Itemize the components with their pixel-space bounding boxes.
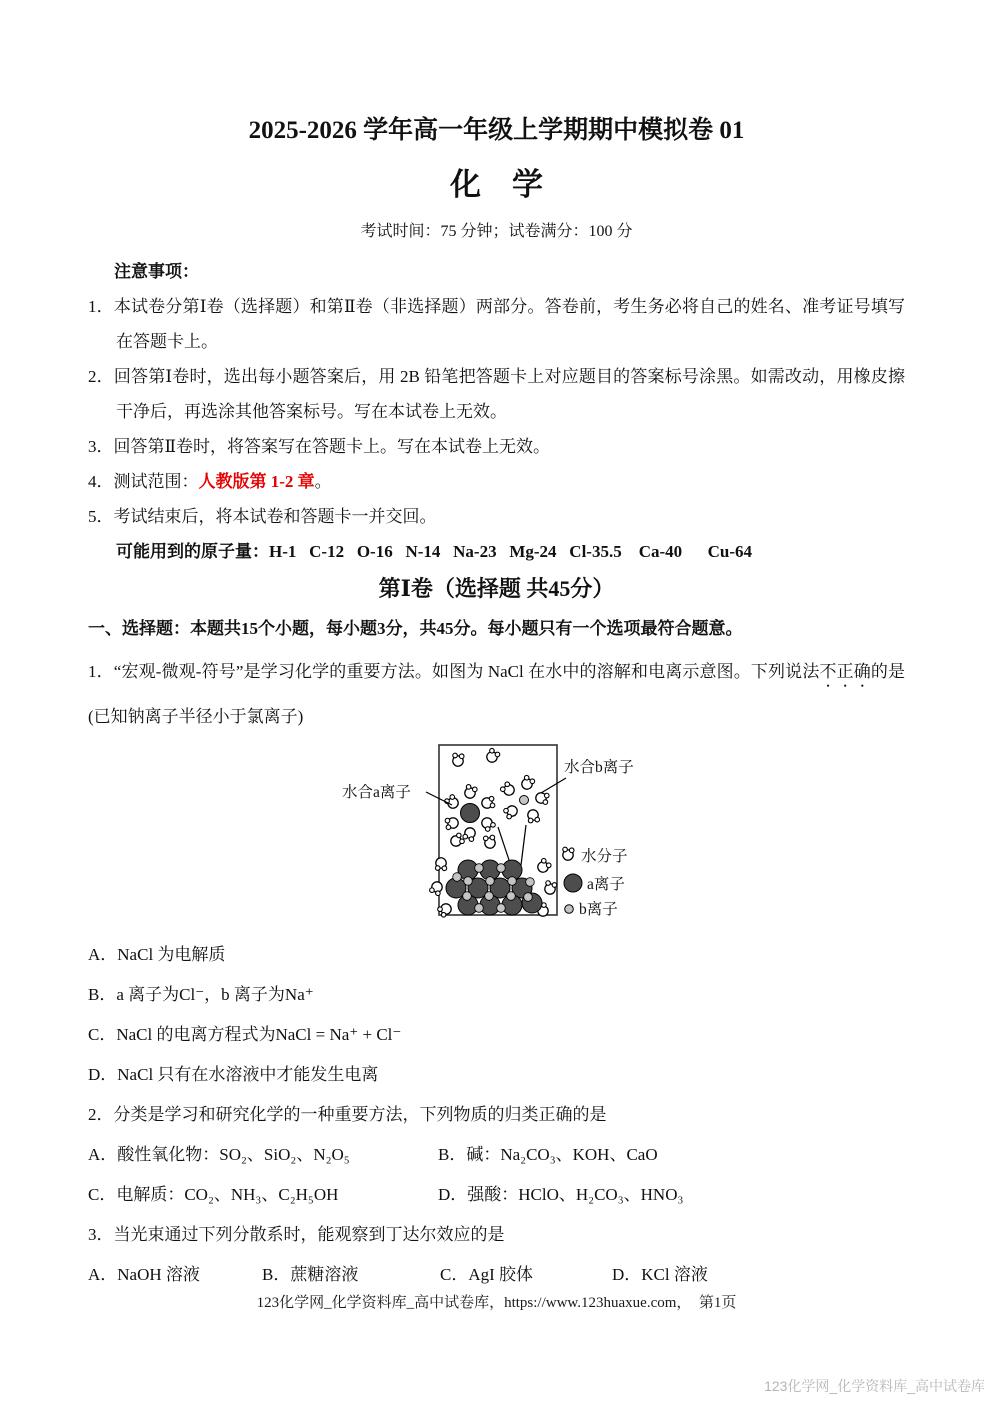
q3-option-b: B．蔗糖溶液 — [262, 1265, 359, 1284]
notice-item-3: 3．回答第Ⅱ卷时，将答案写在答题卡上。写在本试卷上无效。 — [88, 437, 551, 456]
q3-option-d: D．KCl 溶液 — [612, 1265, 708, 1284]
hydrated-b-ion-cluster — [499, 775, 550, 826]
hydrated-b-label: 水合b离子 — [564, 759, 634, 776]
question-1-stem — [88, 649, 905, 739]
question-3-stem: 3．当光束通过下列分散系时，能观察到丁达尔效应的是 — [88, 1225, 505, 1244]
nacl-dissolution-diagram — [340, 741, 672, 931]
notice-item-4-prefix: 4．测试范围： — [88, 472, 199, 491]
legend-water-label: 水分子 — [581, 848, 628, 865]
notice-item-5: 5．考试结束后，将本试卷和答题卡一并交回。 — [88, 507, 437, 526]
nacl-crystal — [429, 856, 557, 919]
q2-option-a: A．酸性氧化物：SO₂、SiO₂、N₂O₅ — [88, 1145, 350, 1164]
q3-options — [88, 1255, 905, 1295]
notices-heading: 注意事项： — [114, 262, 199, 281]
q1-stem-before: 1．“宏观-微观-符号”是学习化学的重要方法。如图为 NaCl 在水中的溶解和电离示意图。下列说法 — [88, 662, 820, 681]
q1-option-a: A．NaCl 为电解质 — [88, 945, 226, 964]
question-2-stem: 2．分类是学习和研究化学的一种重要方法，下列物质的归类正确的是 — [88, 1105, 607, 1124]
q2-options — [88, 1135, 905, 1215]
water-molecule-icon — [486, 748, 501, 764]
hydrated-a-ion-cluster — [442, 785, 498, 842]
atomic-masses-line: 可能用到的原子量：H-1 C-12 O-16 N-14 Na-23 Mg-24 Cl-35.5 Ca-40 Cu-64 — [116, 542, 753, 561]
notice-item-4 — [88, 464, 905, 499]
q2-option-b: B．碱：Na₂CO₃、KOH、CaO — [438, 1145, 658, 1164]
q1-option-d: D．NaCl 只有在水溶液中才能发生电离 — [88, 1065, 379, 1084]
legend-a-label: a离子 — [587, 876, 625, 893]
hydrated-a-label: 水合a离子 — [342, 784, 411, 801]
notice-item-1: 1．本试卷分第Ⅰ卷（选择题）和第Ⅱ卷（非选择题）两部分。答卷前，考生务必将自己的姓名、准考证号填写在答题卡上。 — [88, 297, 905, 351]
diagram-legend — [561, 845, 628, 918]
notice-item-4-period: 。 — [314, 472, 332, 491]
a-ion — [461, 804, 480, 823]
b-ion-icon — [565, 905, 574, 914]
section-instruction: 一、选择题：本题共15个小题，每小题3分，共45分。每小题只有一个选项最符合题意。 — [88, 619, 743, 638]
q1-stem-emphasis: 不正确 — [819, 662, 871, 681]
notice-item-2: 2．回答第Ⅰ卷时，选出每小题答案后，用 2B 铅笔把答题卡上对应题目的答案标号涂黑。如需改动，用橡皮擦干净后，再选涂其他答案标号。写在本试卷上无效。 — [88, 367, 905, 421]
water-molecule-icon — [561, 845, 576, 861]
q1-stem-after: 的是(已知钠离子半径小于氯离子) — [88, 662, 906, 726]
subject-title: 化 学 — [450, 167, 543, 202]
water-molecule-icon — [451, 751, 466, 767]
volume-title: 第Ⅰ卷（选择题 共45分） — [378, 576, 615, 601]
q2-option-c: C．电解质：CO₂、NH₃、C₂H₅OH — [88, 1185, 339, 1204]
corner-watermark: 123化学网_化学资料库_高中试卷库 — [764, 1378, 985, 1394]
q1-option-c: C．NaCl 的电离方程式为NaCl = Na⁺ + Cl⁻ — [88, 1025, 402, 1044]
notice-item-4-scope: 人教版第 1-2 章 — [198, 472, 315, 491]
b-ion — [520, 796, 529, 805]
leader-line — [521, 825, 526, 865]
page-footer: 123化学网_化学资料库_高中试卷库，https://www.123huaxue.com， 第1页 — [256, 1295, 737, 1311]
legend-b-label: b离子 — [579, 901, 618, 918]
water-molecule-icon — [481, 832, 498, 850]
hydrated-b-leader — [541, 778, 566, 793]
a-ion-icon — [564, 874, 582, 892]
exam-info: 考试时间：75 分钟；试卷满分：100 分 — [360, 223, 633, 240]
q3-option-a: A．NaOH 溶液 — [88, 1265, 200, 1284]
q3-option-c: C．AgI 胶体 — [440, 1265, 534, 1284]
page-title: 2025-2026 学年高一年级上学期期中模拟卷 01 — [248, 117, 745, 144]
q1-option-b: B．a 离子为Cl⁻，b 离子为Na⁺ — [88, 985, 314, 1004]
q2-option-d: D．强酸：HClO、H₂CO₃、HNO₃ — [438, 1185, 684, 1204]
